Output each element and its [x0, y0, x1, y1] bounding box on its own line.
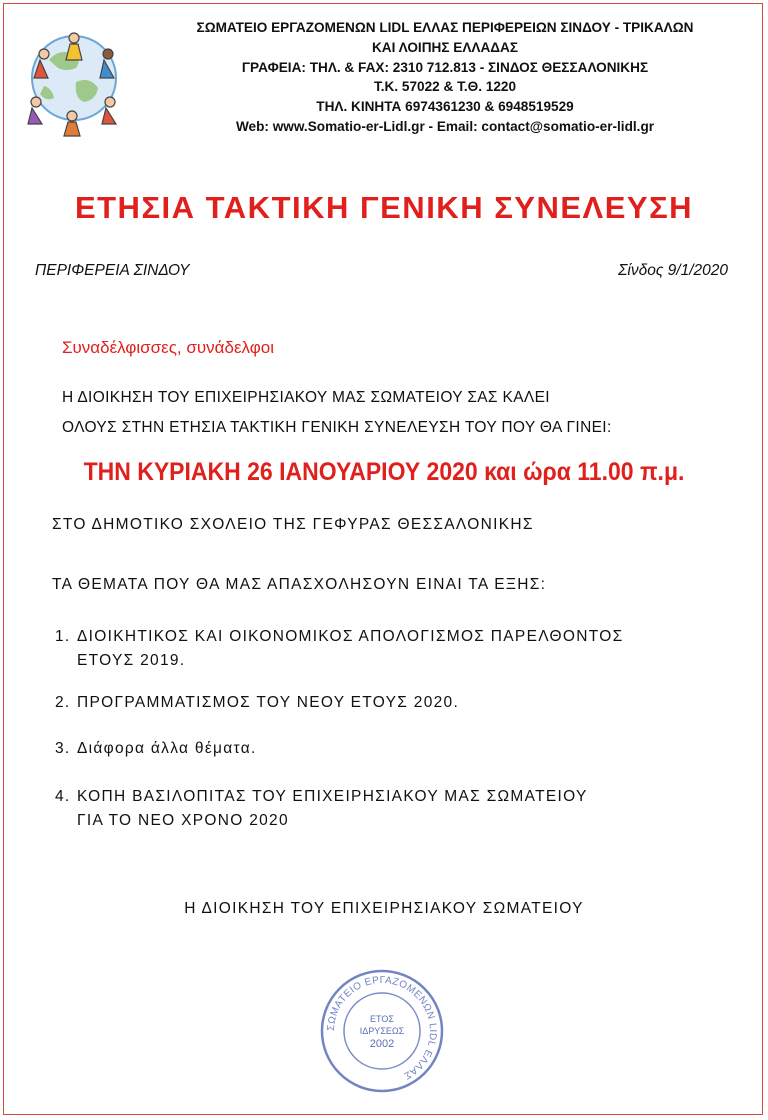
topic-text: ΚΟΠΗ ΒΑΣΙΛΟΠΙΤΑΣ ΤΟΥ ΕΠΙΧΕΙΡΗΣΙΑΚΟΥ ΜΑΣ ΣΩΜΑΤΕΙΟΥ: [77, 788, 588, 805]
topic-item: [55, 691, 459, 715]
region-label: ΠΕΡΙΦΕΡΕΙΑ ΣΙΝΔΟΥ: [35, 262, 190, 279]
signature: Η ΔΙΟΙΚΗΣΗ ΤΟΥ ΕΠΙΧΕΙΡΗΣΙΑΚΟΥ ΣΩΜΑΤΕΙΟΥ: [184, 900, 584, 917]
union-name: ΣΩΜΑΤΕΙΟ ΕΡΓΑΖΟΜΕΝΩΝ LIDL ΕΛΛΑΣ ΠΕΡΙΦΕΡΕΙΩΝ ΣΙΝΔΟΥ - ΤΡΙΚΑΛΩΝ: [196, 20, 694, 35]
topic-text: Διάφορα άλλα θέματα.: [77, 740, 257, 757]
page-border: [3, 3, 763, 1115]
topic-item: [55, 625, 623, 673]
topics-heading: ΤΑ ΘΕΜΑΤΑ ΠΟΥ ΘΑ ΜΑΣ ΑΠΑΣΧΟΛΗΣΟΥΝ ΕΙΝΑΙ ΤΑ ΕΞΗΣ:: [52, 576, 547, 593]
stamp-center-line-3: 2002: [369, 1038, 395, 1050]
union-name-continued: ΚΑΙ ΛΟΙΠΗΣ ΕΛΛΑΔΑΣ: [371, 39, 519, 55]
topic-text: ΔΙΟΙΚΗΤΙΚΟΣ ΚΑΙ ΟΙΚΟΝΟΜΙΚΟΣ ΑΠΟΛΟΓΙΣΜΟΣ ΠΑΡΕΛΘΟΝΤΟΣ: [77, 628, 624, 645]
intro-line-2: ΟΛΟΥΣ ΣΤΗΝ ΕΤΗΣΙΑ ΤΑΚΤΙΚΗ ΓΕΝΙΚΗ ΣΥΝΕΛΕΥΣΗ ΤΟΥ ΠΟΥ ΘΑ ΓΙΝΕΙ:: [62, 419, 612, 436]
web-email: Web: www.Somatio-er-Lidl.gr - Email: contact@somatio-er-lidl.gr: [235, 118, 655, 134]
union-stamp: [317, 966, 447, 1096]
topic-text: ΠΡΟΓΡΑΜΜΑΤΙΣΜΟΣ ΤΟΥ ΝΕΟΥ ΕΤΟΥΣ 2020.: [77, 694, 460, 711]
meeting-date-time: ΤΗΝ ΚΥΡΙΑΚΗ 26 ΙΑΝΟΥΑΡΙΟΥ 2020 και ώρα 11.00 π.μ.: [83, 458, 685, 486]
topic-text-continued: ΕΤΟΥΣ 2019.: [77, 652, 186, 669]
topic-number: 3.: [55, 740, 71, 757]
stamp-ring-text: ΣΩΜΑΤΕΙΟ ΕΡΓΑΖΟΜΕΝΩΝ LIDL ΕΛΛΑΣ: [325, 974, 439, 1082]
intro-paragraph: [62, 383, 612, 443]
greeting: Συναδέλφισσες, συνάδελφοι: [62, 338, 274, 357]
union-header: [140, 18, 750, 137]
postal-code: Τ.Κ. 57022 & Τ.Θ. 1220: [373, 79, 517, 95]
mobile-phones: ΤΗΛ. ΚΙΝΗΤΑ 6974361230 & 6948519529: [316, 99, 574, 115]
topic-item: [55, 737, 257, 761]
topic-number: 4.: [55, 788, 71, 805]
document-title: ΕΤΗΣΙΑ ΤΑΚΤΙΚΗ ΓΕΝΙΚΗ ΣΥΝΕΛΕΥΣΗ: [74, 190, 694, 225]
globe-children-logo: [14, 20, 134, 140]
meeting-venue: ΣΤΟ ΔΗΜΟΤΙΚΟ ΣΧΟΛΕΙΟ ΤΗΣ ΓΕΦΥΡΑΣ ΘΕΣΣΑΛΟΝΙΚΗΣ: [52, 516, 534, 533]
intro-line-1: Η ΔΙΟΙΚΗΣΗ ΤΟΥ ΕΠΙΧΕΙΡΗΣΙΑΚΟΥ ΜΑΣ ΣΩΜΑΤΕΙΟΥ ΣΑΣ ΚΑΛΕΙ: [62, 389, 550, 406]
stamp-center-line-2: ΙΔΡΥΣΕΩΣ: [359, 1026, 405, 1036]
topic-number: 2.: [55, 694, 71, 711]
topic-item: [55, 785, 588, 833]
stamp-center-line-1: ΕΤΟΣ: [370, 1014, 394, 1024]
document-date: Σίνδος 9/1/2020: [618, 262, 728, 279]
office-phone-fax: ΓΡΑΦΕΙΑ: ΤΗΛ. & FAX: 2310 712.813 - ΣΙΝΔΟΣ ΘΕΣΣΑΛΟΝΙΚΗΣ: [241, 59, 649, 75]
topic-text-continued: ΓΙΑ ΤΟ ΝΕΟ ΧΡΟΝΟ 2020: [77, 812, 289, 829]
topic-number: 1.: [55, 628, 71, 645]
